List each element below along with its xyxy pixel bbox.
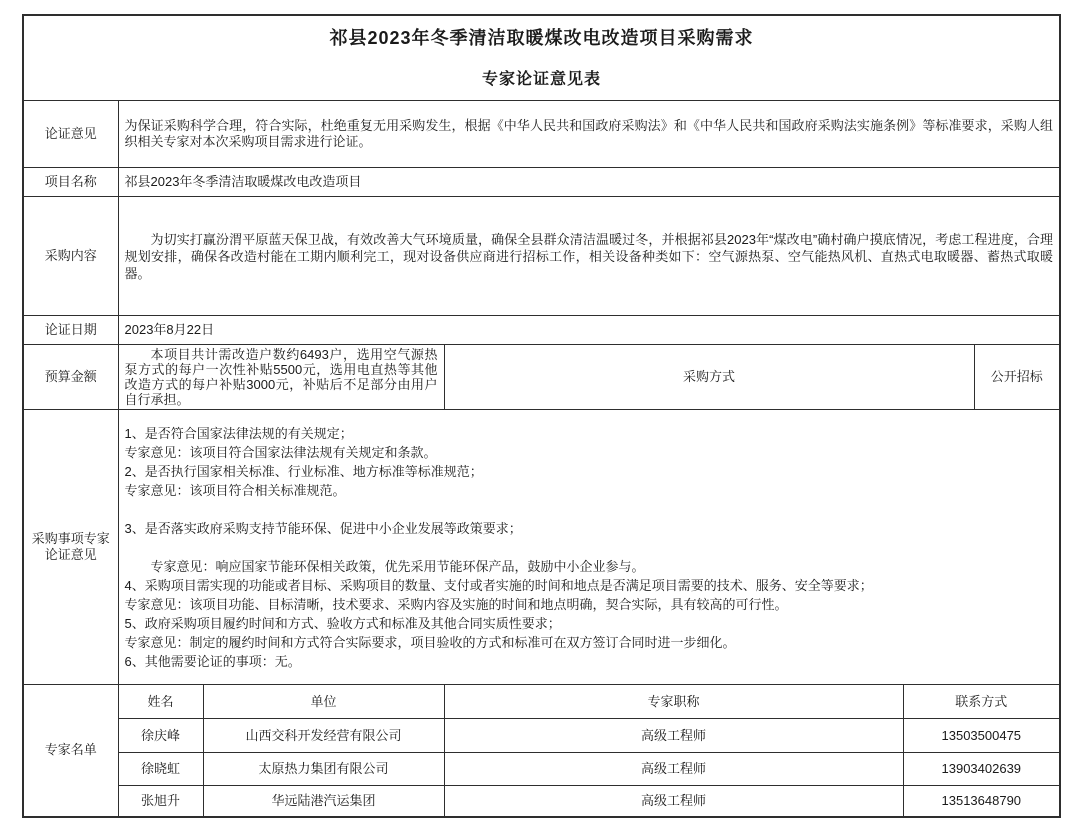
expert-list-label: 专家名单 (23, 685, 118, 817)
expert-header-name: 姓名 (118, 685, 203, 719)
budget-text: 本项目共计需改造户数约6493户，选用空气源热泵方式的每户一次性补贴5500元，选用电直热等其他改造方式的每户补贴3000元，补贴后不足部分由用户自行承担。 (124, 347, 438, 407)
expert-opinion-form-table (22, 14, 1061, 818)
expert-header-org: 单位 (203, 685, 444, 719)
budget-text-cell (118, 345, 444, 410)
expert-title: 高级工程师 (444, 786, 903, 817)
expert-row (23, 719, 1060, 753)
project-name-label: 项目名称 (23, 168, 118, 197)
expert-name: 徐晓虹 (118, 753, 203, 786)
procurement-method-value: 公开招标 (974, 345, 1060, 410)
opinion-line: 专家意见：制定的履约时间和方式符合实际要求，项目验收的方式和标准可在双方签订合同时进一步细化。 (124, 634, 736, 650)
opinion-line: 3、是否落实政府采购支持节能环保、促进中小企业发展等政策要求； (124, 520, 522, 536)
expert-phone: 13903402639 (903, 753, 1060, 786)
demonstration-date-label: 论证日期 (23, 316, 118, 345)
procurement-method-label: 采购方式 (444, 345, 974, 410)
opinion-line: 专家意见：该项目符合国家法律法规有关规定和条款。 (124, 444, 437, 460)
opinion-line: 2、是否执行国家相关标准、行业标准、地方标准等标准规范； (124, 463, 483, 479)
opinion-row-label: 论证意见 (23, 101, 118, 168)
expert-phone: 13503500475 (903, 719, 1060, 753)
expert-row (23, 786, 1060, 817)
expert-org: 太原热力集团有限公司 (203, 753, 444, 786)
expert-title: 高级工程师 (444, 719, 903, 753)
opinion-line: 5、政府采购项目履约时间和方式、验收方式和标准及其他合同实质性要求； (124, 615, 561, 631)
expert-phone: 13513648790 (903, 786, 1060, 817)
opinion-row-content (118, 101, 1060, 168)
opinion-line: 专家意见：响应国家节能环保相关政策，优先采用节能环保产品，鼓励中小企业参与。 (124, 558, 645, 574)
opinion-line: 专家意见：该项目符合相关标准规范。 (124, 482, 346, 498)
opinion-line (125, 500, 1054, 519)
form-subtitle: 专家论证意见表 (482, 71, 602, 88)
opinion-text: 为保证采购科学合理，符合实际，杜绝重复无用采购发生，根据《中华人民共和国政府采购法》和《中华人民共和国政府采购法实施条例》等标准要求，采购人组织相关专家对本次采购项目需求进行论证。 (124, 118, 1054, 149)
opinion-line: 4、采购项目需实现的功能或者目标、采购项目的数量、支付或者实施的时间和地点是否满足项目需要的技术、服务、安全等要求； (124, 577, 873, 593)
budget-label: 预算金额 (23, 345, 118, 410)
form-title: 祁县2023年冬季清洁取暖煤改电改造项目采购需求 (329, 28, 754, 48)
title-block (23, 15, 1060, 101)
expert-row (23, 753, 1060, 786)
expert-name: 徐庆峰 (118, 719, 203, 753)
opinion-line: 6、其他需要论证的事项：无。 (124, 653, 301, 669)
opinion-line: 1、是否符合国家法律法规的有关规定； (124, 425, 353, 441)
opinion-line (125, 538, 1054, 557)
expert-opinions-cell (118, 410, 1060, 685)
procurement-content-label: 采购内容 (23, 197, 118, 316)
expert-header-phone: 联系方式 (903, 685, 1060, 719)
demonstration-date-value: 2023年8月22日 (118, 316, 1060, 345)
expert-header-title: 专家职称 (444, 685, 903, 719)
expert-name: 张旭升 (118, 786, 203, 817)
expert-title: 高级工程师 (444, 753, 903, 786)
project-name-value: 祁县2023年冬季清洁取暖煤改电改造项目 (118, 168, 1060, 197)
procurement-content-text: 为切实打赢汾渭平原蓝天保卫战，有效改善大气环境质量，确保全县群众清洁温暖过冬，并根据祁县2023年“煤改电”确村确户摸底情况，考虑工程进度，合理规划安排，确保各改造村能在工期内顺利完工，现对设备供应商进行招标工作，相关设备种类如下：空气源热泵、空气能热风机、直热式电取暖器、蓄热式取暖器。 (124, 231, 1054, 281)
expert-opinions-label: 采购事项专家论证意见 (23, 410, 118, 685)
expert-org: 华远陆港汽运集团 (203, 786, 444, 817)
expert-org: 山西交科开发经营有限公司 (203, 719, 444, 753)
opinion-line: 专家意见：该项目功能、目标清晰，技术要求、采购内容及实施的时间和地点明确，契合实际，具有较高的可行性。 (124, 596, 788, 612)
procurement-content-cell (118, 197, 1060, 316)
